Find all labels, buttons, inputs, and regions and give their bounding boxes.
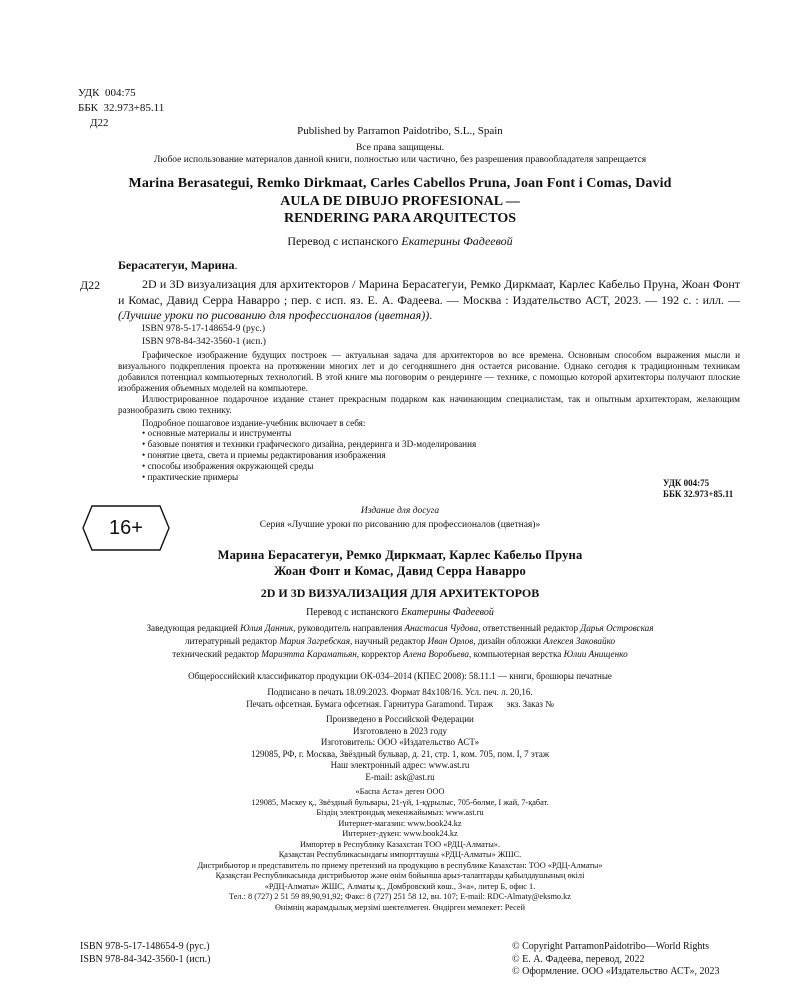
author-mark: Д22 — [90, 117, 109, 129]
isbn-es: ISBN 978-84-342-3560-1 (исп.) — [142, 336, 266, 347]
list-item: Қазақстан Республикасында дистрибьютор және өнім бойынша арыз-талаптарды қабылдаушының өкілі — [215, 871, 585, 880]
annotation-paragraph-1: Графическое изображение будущих построек — актуальная задача для архитекторов во все времена. Основным способом выражения мысли и визуального подкрепления проекта на протяжении многих лет и до сегодняшнего дня остается рисование. Однако сегодня к традиционным техникам добавился потенциал компьютерных технологий. В этой книге мы поговорим о рендеринге — технике, с помощью которой архитекторы получают плоские изображения объемных моделей на компьютере. — [118, 350, 740, 393]
age-rating: 16+ — [109, 517, 143, 539]
translation-note — [0, 234, 800, 249]
list-item: Қазақстан Республикасындағы импорттаушы «РДЦ-Алматы» ЖШС. — [278, 850, 522, 859]
list-item: Интернет-дүкен: www.book24.kz — [342, 829, 458, 838]
includes-list — [142, 428, 476, 483]
list-item: Произведено в Российской Федерации — [326, 714, 474, 724]
bbk-code: ББК 32.973+85.11 — [78, 102, 165, 114]
list-item: Наш электронный адрес: www.ast.ru — [330, 760, 470, 770]
list-item: • способы изображения окружающей среды — [142, 461, 476, 472]
catalog-code: Д22 — [80, 278, 101, 292]
series-name: Серия «Лучшие уроки по рисованию для профессионалов (цветная)» — [259, 520, 541, 530]
list-item: Интернет-магазин: www.book24.kz — [338, 818, 462, 828]
list-item: 129085, Мәскеу қ., Звёздный бульвары, 21-үй, 1-құрылыс, 705-бөлме, I жай, 7-қабат. — [251, 797, 549, 807]
kazakhstan-info — [0, 787, 800, 913]
translator-name: Екатерины Фадеевой — [401, 234, 513, 248]
list-item: 129085, РФ, г. Москва, Звёздный бульвар, д. 21, стр. 1, ком. 705, пом. I, 7 этаж — [250, 748, 550, 759]
staff-line-1: Заведующая редакцией Юлия Данник, руководитель направления Анастасия Чудова, ответственный редактор Дарья Островская — [146, 623, 654, 633]
translation-note-2: Перевод с испанского Екатерины Фадеевой — [306, 607, 494, 618]
translator-name-2: Екатерины Фадеевой — [401, 607, 494, 618]
isbn-footer: ISBN 978-5-17-148654-9 (рус.) ISBN 978-84-342-3560-1 (исп.) — [80, 941, 211, 965]
udk-code: УДК 004:75 — [78, 87, 136, 99]
list-item: E-mail: ask@ast.ru — [365, 771, 435, 782]
list-item: Біздің электрондық мекенжайымыз: www.ast.ru — [316, 808, 484, 817]
isbn-ru: ISBN 978-5-17-148654-9 (рус.) — [142, 324, 266, 334]
catalog-series: (Лучшие уроки по рисованию для профессионалов (цветная)) — [118, 308, 430, 322]
original-title-line2: RENDERING PARA ARQUITECTOS — [283, 211, 517, 226]
catalog-author: Берасатегуи, Марина. — [118, 258, 238, 272]
list-item: Изготовитель: ООО «Издательство АСТ» — [320, 737, 480, 747]
rights-notice: Любое использование материалов данной книги, полностью или частично, без разрешения правообладателя запрещается — [153, 155, 647, 165]
published-by: Published by Parramon Paidotribo, S.L., Spain — [297, 125, 503, 137]
production-info — [0, 714, 800, 783]
authors-ru-line2: Жоан Фонт и Комас, Давид Серра Наварро — [274, 564, 526, 578]
list-item: • практические примеры — [142, 472, 476, 483]
annotation-paragraph-2: Иллюстрированное подарочное издание станет прекрасным подарком как начинающим специалистам, так и опытным архитекторам, желающим разнообразить свою технику. — [118, 394, 740, 415]
list-item: Изготовлено в 2023 году — [353, 725, 447, 736]
list-item: Тел.: 8 (727) 2 51 59 89,90,91,92; Факс: 8 (727) 251 58 12, вн. 107; E-mail: RDC-Almaty@eksmo.kz — [229, 892, 571, 901]
product-classifier: Общероссийский классификатор продукции ОК-034–2014 (КПЕС 2008): 58.11.1 — книги, брошюры печатные — [188, 671, 612, 681]
edition-purpose: Издание для досуга — [360, 506, 440, 516]
authors-ru-line1: Марина Берасатегуи, Ремко Диркмаат, Карлес Кабельо Пруна — [217, 548, 583, 562]
catalog-description: 2D и 3D визуализация для архитекторов / Марина Берасатегуи, Ремко Диркмаат, Карлес Кабельо Пруна, Жоан Фонт и Комас, Давид Серра Наварро ; пер. с исп. яз. Е. А. Фадеева. — Москва : Издательство АСТ, 2023. — 192 с. : илл. — (Лучшие уроки по рисованию для профессионалов (цветная)). — [118, 277, 740, 322]
title-ru: 2D И 3D ВИЗУАЛИЗАЦИЯ ДЛЯ АРХИТЕКТОРОВ — [260, 586, 540, 600]
list-item: Импортер в Республику Казахстан ТОО «РДЦ-Алматы». — [299, 839, 501, 849]
print-info: Подписано в печать 18.09.2023. Формат 84x108/16. Усл. печ. л. 20,16. Печать офсетная. Бумага офсетная. Гарнитура Garamond. Тираж экз. Заказ № — [246, 687, 554, 709]
list-item: «Баспа Аста» деген ООО — [355, 787, 445, 796]
list-item: • понятие цвета, света и приемы редактирования изображения — [142, 450, 476, 461]
staff-line-3: технический редактор Мариэтта Караматьян, корректор Алена Воробьева, компьютерная верстка Юлии Анищенко — [172, 649, 628, 659]
list-item: Өнімнің жарамдылық мерзімі шектелмеген. Өндірген мемлекет: Ресей — [274, 902, 526, 912]
catalog-isbn — [142, 323, 266, 348]
annotation — [118, 350, 740, 416]
list-item: «РДЦ-Алматы» ЖШС, Алматы қ., Домбровский көш., 3«а», литер Б, офис 1. — [264, 881, 536, 891]
staff-line-2: литературный редактор Мария Загребская, научный редактор Иван Орлов, дизайн обложки Алексея Заковайко — [184, 636, 616, 646]
list-item: • базовые понятия и техники графического дизайна, рендеринга и 3D-моделирования — [142, 439, 476, 450]
original-authors: Marina Berasategui, Remko Dirkmaat, Carles Cabellos Pruna, Joan Font i Comas, David — [128, 176, 672, 191]
includes-title: Подробное пошаговое издание-учебник включает в себя: — [142, 418, 366, 428]
list-item: Дистрибьютор и представитель по приему претензий на продукцию в республике Казахстан: ТОО «РДЦ-Алматы» — [197, 860, 603, 870]
list-item: • основные материалы и инструменты — [142, 428, 476, 439]
original-title-line1: AULA DE DIBUJO PROFESIONAL — — [280, 194, 520, 209]
classification-codes-right — [663, 478, 733, 500]
translation-prefix: Перевод с испанского — [287, 234, 402, 248]
copyright-notices: © Copyright ParramonPaidotribo—World Rights © Е. А. Фадеева, перевод, 2022 © Оформление. ООО «Издательство АСТ», 2023 — [512, 941, 720, 977]
udk-code-right: УДК 004:75 — [663, 478, 710, 488]
rights-reserved: Все права защищены. — [355, 143, 444, 153]
bbk-code-right: ББК 32.973+85.11 — [663, 489, 734, 499]
